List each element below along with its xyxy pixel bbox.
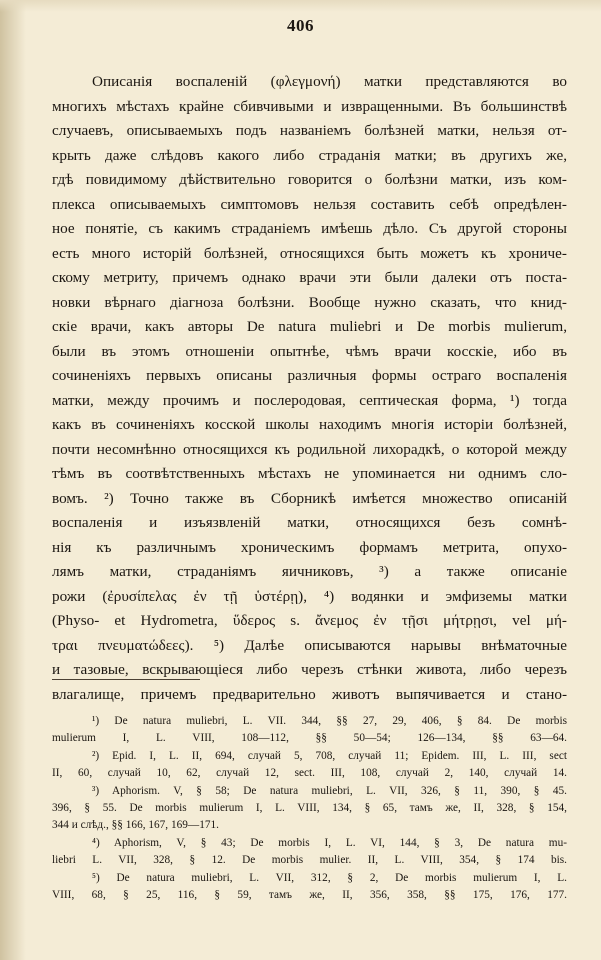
text-line: какъ въ сочиненіяхъ косской школы находимъ многія исторіи болѣзней, xyxy=(52,416,567,433)
text-line: были въ этомъ отношеніи опытнѣе, чѣмъ врачи косскіе, ибо въ xyxy=(52,342,567,360)
text-line: рожи (ἐρυσίπελας ἐν τῇ ὑστέρῃ), ⁴) водянки и эмфиземы матки xyxy=(52,587,567,605)
text-line: (Physo- et Hydrometra, ὕδερος s. ἄνεμος ἐν τῇσι μήτρῃσι, vel μή- xyxy=(52,612,567,629)
text-line: крыть даже слѣдовъ какого либо страданія матки; въ другихъ же, xyxy=(52,146,567,164)
text-line: влагалище, причемъ предварительно животъ выпячивается и стано- xyxy=(52,685,567,703)
footnote-line: liebri L. VII, 328, § 12. De morbis mulier. II, L. VIII, 354, § 174 bis. xyxy=(52,854,567,867)
page-gutter-shadow xyxy=(0,0,26,960)
text-line: гдѣ повидимому дѣйствительно говорится о болѣзни матки, изъ ком- xyxy=(52,171,567,188)
page-top-shadow xyxy=(0,0,601,12)
text-line: Описанія воспаленій (φλεγμονή) матки представляются во xyxy=(92,73,567,90)
text-line: скіе врачи, какъ авторы De natura muliebri и De morbis mulierum, xyxy=(52,318,567,335)
text-line: воспаленія и изъязвленій матки, относящихся безъ сомнѣ- xyxy=(52,514,567,531)
text-line: матки, между прочимъ и послеродовая, септическая форма, ¹) тогда xyxy=(52,391,567,409)
text-line: ное понятіе, съ какимъ страданіемъ имѣешь дѣло. Съ другой стороны xyxy=(52,220,567,237)
text-line: плекса описываемыхъ симптомовъ нельзя составить себѣ опредѣлен- xyxy=(52,195,567,213)
footnote-line: II, 60, случай 10, 62, случай 12, sect. III, 108, случай 2, 140, случай 14. xyxy=(52,767,567,780)
text-line: вомъ. ²) Точно также въ Сборникѣ имѣется множество описаній xyxy=(52,489,567,507)
text-line: и тазовые, вскрывающіеся либо черезъ стѣнки живота, либо черезъ xyxy=(52,661,567,678)
text-line: тѣмъ въ соотвѣтственныхъ мѣстахъ не упоминается ни однимъ сло- xyxy=(52,465,567,482)
text-line: многихъ мѣстахъ крайне сбивчивыми и извращенными. Въ большинствѣ xyxy=(52,97,567,115)
footnote-line: ³) Aphorism. V, § 58; De natura muliebri, L. VII, 326, § 11, 390, § 45. xyxy=(92,784,567,797)
text-line: новки вѣрнаго діагноза болѣзни. Вообще нужно сказать, что книд- xyxy=(52,293,567,311)
footnote-line: 344 и слѣд., §§ 166, 167, 169—171. xyxy=(52,819,219,832)
footnote-line: ¹) De natura muliebri, L. VII. 344, §§ 27, 29, 406, § 84. De morbis xyxy=(92,715,567,727)
footnote-line: 396, § 55. De morbis mulierum I, L. VIII, 134, § 65, тамъ же, II, 328, § 154, xyxy=(52,801,567,814)
text-line: нія къ различнымъ хроническимъ формамъ метрита, опухо- xyxy=(52,538,567,556)
text-line: случаевъ, описываемыхъ подъ названіемъ болѣзней матки, нельзя от- xyxy=(52,122,567,139)
footnote-line: ⁵) De natura muliebri, L. VII, 312, § 2, De morbis mulierum I, L. xyxy=(92,871,567,884)
text-line: лямъ матки, страданіямъ яичниковъ, ³) а также описаніе xyxy=(52,563,567,580)
text-line: сочиненіяхъ первыхъ описаны различныя формы остраго воспаленія xyxy=(52,367,567,384)
text-line: τραι πνευματώδεες). ⁵) Далѣе описываются нарывы внѣматочные xyxy=(52,636,567,654)
text-line: почти несомнѣнно относящихся къ родильной лихорадкѣ, о которой между xyxy=(52,440,567,458)
text-line: есть много исторій болѣзней, относящихся быть можетъ къ хрониче- xyxy=(52,244,567,262)
main-text xyxy=(52,70,567,707)
page-number: 406 xyxy=(287,16,314,35)
footnotes xyxy=(52,713,567,904)
footnote-separator xyxy=(52,679,200,680)
text-line: скому метриту, причемъ однако врачи эти были далеки отъ поста- xyxy=(52,269,567,286)
footnote-line: ⁴) Aphorism, V, § 43; De morbis I, L. VI, 144, § 3, De natura mu- xyxy=(92,836,567,849)
footnote-line: VIII, 68, § 25, 116, § 59, тамъ же, II, 356, 358, §§ 175, 176, 177. xyxy=(52,888,567,901)
footnote-line: mulierum I, L. VIII, 108—112, §§ 50—54; 126—134, §§ 63—64. xyxy=(52,732,567,745)
footnote-line: ²) Epid. I, L. II, 694, случай 5, 708, случай 11; Epidem. III, L. III, sect xyxy=(92,749,567,762)
